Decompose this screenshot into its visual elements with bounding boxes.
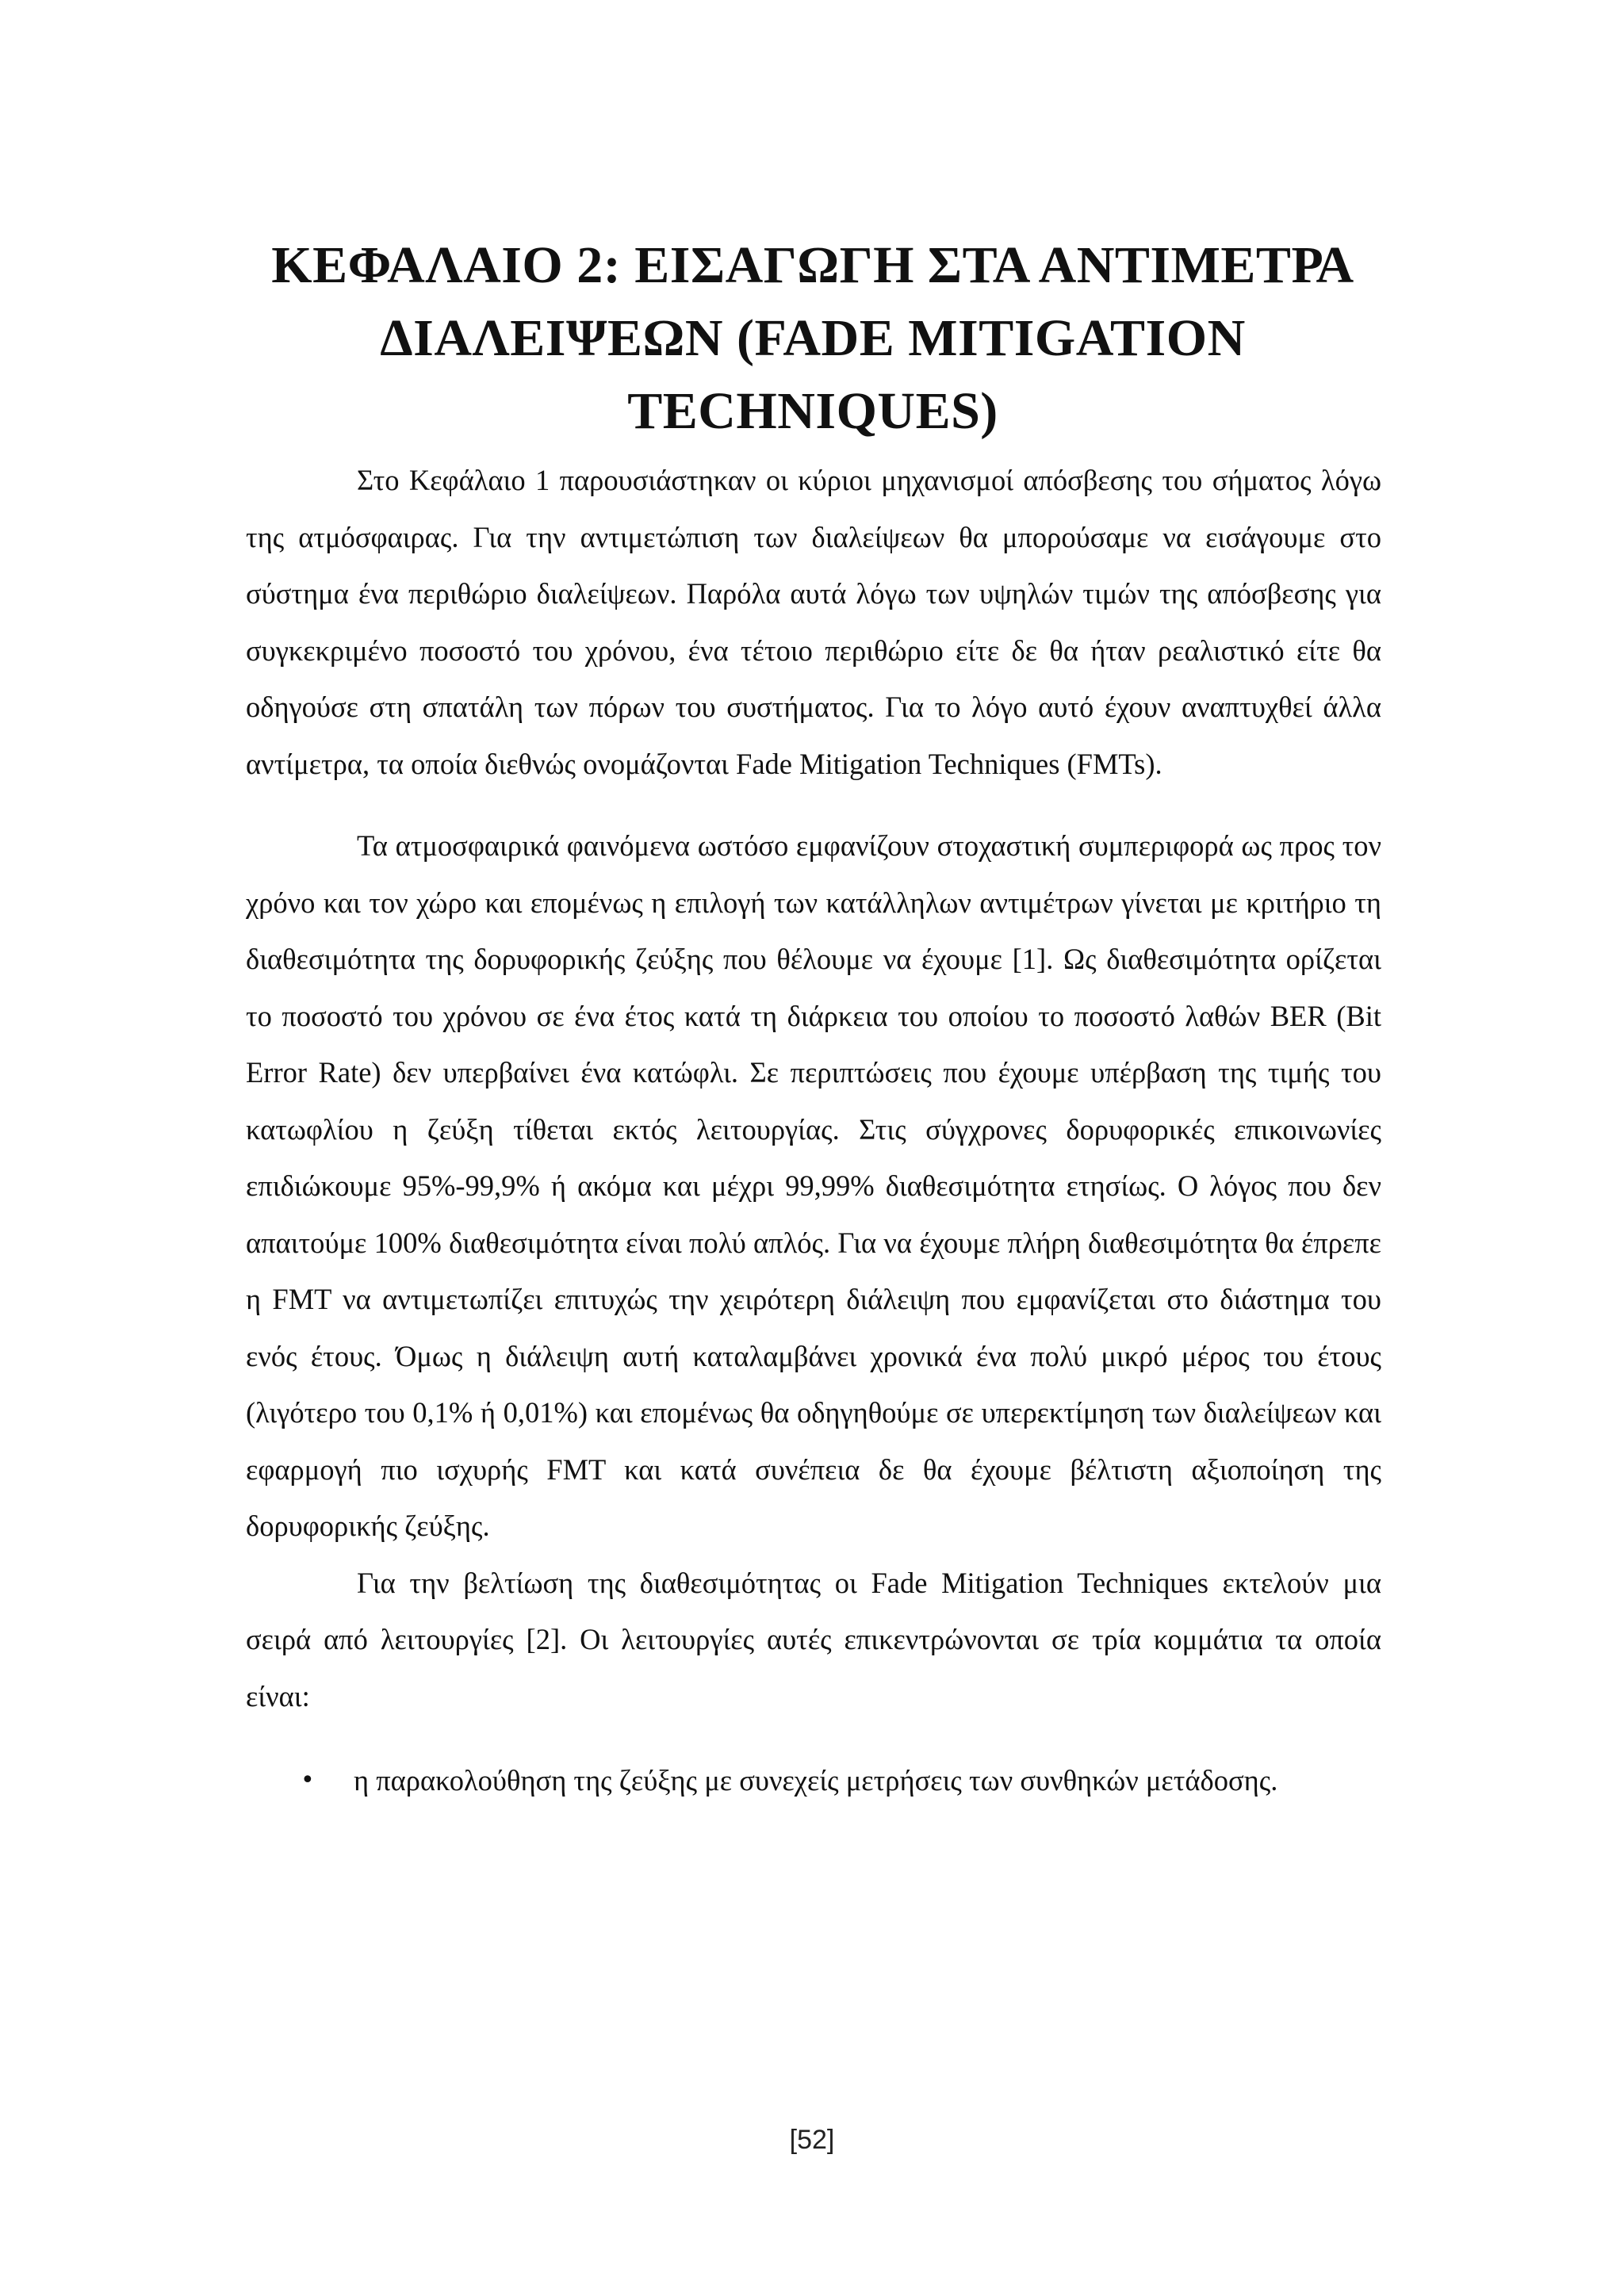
chapter-title-line-3: TECHNIQUES) [627,382,998,441]
paragraph-availability: Τα ατμοσφαιρικά φαινόμενα ωστόσο εμφανίζουν στοχαστική συμπεριφορά ως προς τον χρόνο και τον χώρο και επομένως η επιλογή των κατάλληλων αντιμέτρων γίνεται με κριτήριο τη διαθεσιμότητα της δορυφορικής ζεύξης που θέλουμε να έχουμε [1]. Ως διαθεσιμότητα ορίζεται το ποσοστό του χρόνου σε ένα έτος κατά τη διάρκεια του οποίου το ποσοστό λαθών BER (Bit Error Rate) δεν υπερβαίνει ένα κατώφλι. Σε περιπτώσεις που έχουμε υπέρβαση της τιμής του κατωφλίου η ζεύξη τίθεται εκτός λειτουργίας. Στις σύγχρονες δορυφορικές επικοινωνίες επιδιώκουμε 95%-99,9% ή ακόμα και μέχρι 99,99% διαθεσιμότητα ετησίως. Ο λόγος που δεν απαιτούμε 100% διαθεσιμότητα είναι πολύ απλός. Για να έχουμε πλήρη διαθεσιμότητα θα έπρεπε η FMT να αντιμετωπίζει επιτυχώς την χειρότερη διάλειψη που εμφανίζεται στο διάστημα του ενός έτους. Όμως η διάλειψη αυτή καταλαμβάνει χρονικά ένα πολύ μικρό μέρος του έτους (λιγότερο του 0,1% ή 0,01%) και επομένως θα οδηγηθούμε σε υπερεκτίμηση των διαλείψεων και εφαρμογή πιο ισχυρής FMT και κατά συνέπεια δε θα έχουμε βέλτιστη αξιοποίηση της δορυφορικής ζεύξης. [246,829,1381,1542]
chapter-title [238,229,1388,448]
bullet-list [246,1752,1381,1809]
bullet-text: η παρακολούθηση της ζεύξης με συνεχείς μετρήσεις των συνθηκών μετάδοσης. [354,1764,1278,1797]
bullet-icon: • [301,1766,315,1794]
chapter-title-line-2: ΔΙΑΛΕΙΨΕΩΝ (FADE MITIGATION [380,309,1246,368]
list-item [246,1752,1381,1809]
chapter-title-line-1: ΚΕΦΑΛΑΙΟ 2: ΕΙΣΑΓΩΓΗ ΣΤΑ ΑΝΤΙΜΕΤΡΑ [271,236,1354,295]
page-number: [52] [789,2125,835,2155]
body-text [246,452,1381,1809]
paragraph-intro: Στο Κεφάλαιο 1 παρουσιάστηκαν οι κύριοι μηχανισμοί απόσβεσης του σήματος λόγω της ατμόσφαιρας. Για την αντιμετώπιση των διαλείψεων θα μπορούσαμε να εισάγουμε στο σύστημα ένα περιθώριο διαλείψεων. Παρόλα αυτά λόγω των υψηλών τιμών της απόσβεσης για συγκεκριμένο ποσοστό του χρόνου, ένα τέτοιο περιθώριο είτε δε θα ήταν ρεαλιστικό είτε θα οδηγούσε στη σπατάλη των πόρων του συστήματος. Για το λόγο αυτό έχουν αναπτυχθεί άλλα αντίμετρα, τα οποία διεθνώς ονομάζονται Fade Mitigation Techniques (FMTs). [246,464,1381,780]
paragraph-functions: Για την βελτίωση της διαθεσιμότητας οι Fade Mitigation Techniques εκτελούν μια σειρά από λειτουργίες [2]. Οι λειτουργίες αυτές επικεντρώνονται σε τρία κομμάτια τα οποία είναι: [246,1566,1381,1712]
